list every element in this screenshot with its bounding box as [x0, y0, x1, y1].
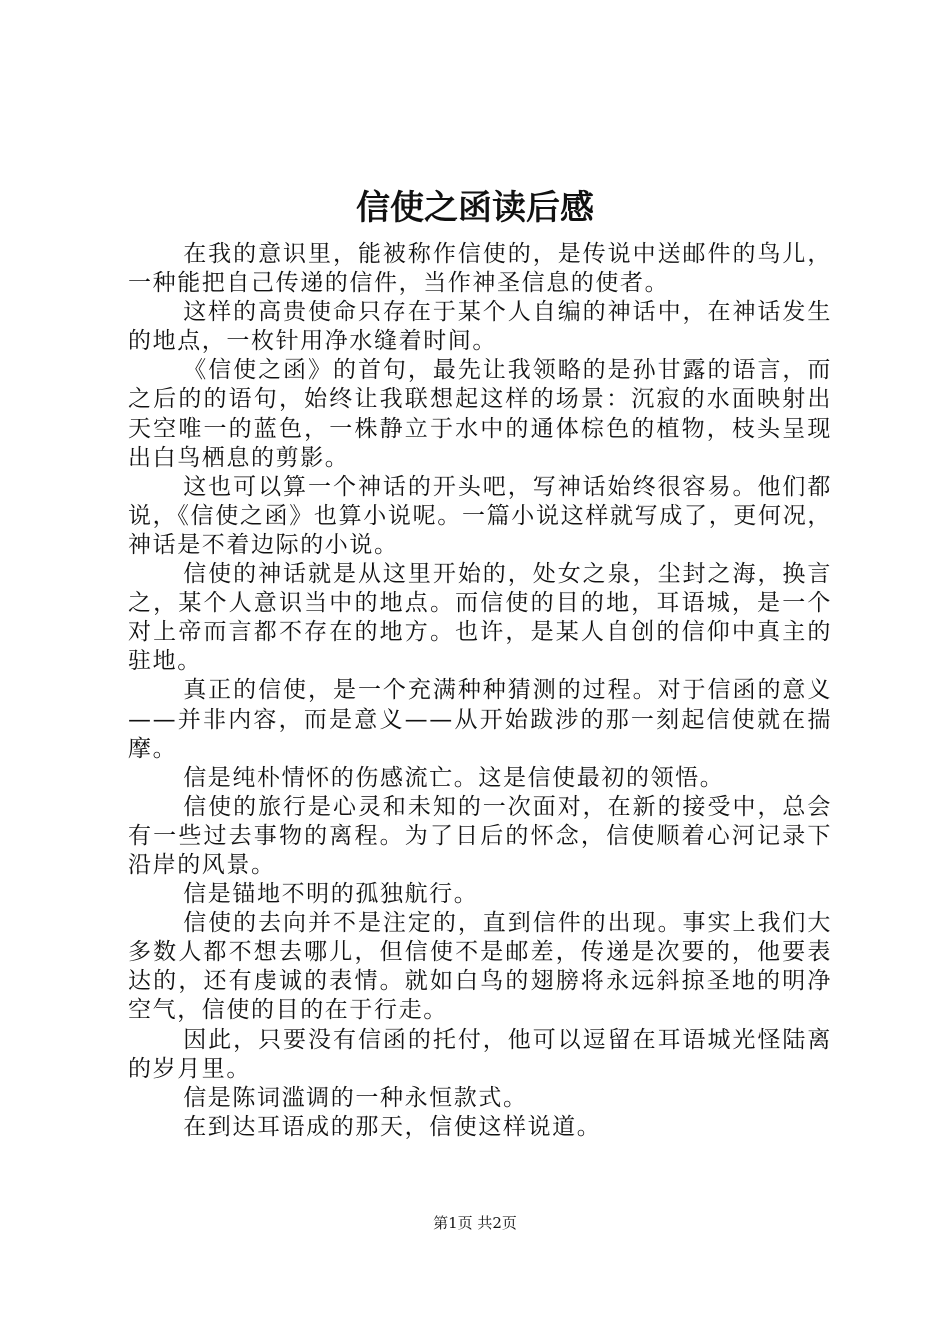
paragraph: 信使的去向并不是注定的，直到信件的出现。事实上我们大多数人都不想去哪儿，但信使不是邮差，传递是次要的，他要表达的，还有虔诚的表情。就如白鸟的翅膀将永远斜掠圣地的明净空气，信使的目的在于行走。	[128, 910, 832, 1024]
paragraph: 在我的意识里，能被称作信使的，是传说中送邮件的鸟儿，一种能把自己传递的信件，当作神圣信息的使者。	[128, 241, 832, 297]
paragraph: 信是锚地不明的孤独航行。	[183, 881, 479, 908]
paragraph: 《信使之函》的首句，最先让我领略的是孙甘露的语言，而之后的的语句，始终让我联想起这样的场景：沉寂的水面映射出天空唯一的蓝色，一株静立于水中的通体棕色的植物，枝头呈现出白鸟栖息的剪影。	[128, 357, 832, 471]
paragraph: 因此，只要没有信函的托付，他可以逗留在耳语城光怪陆离的岁月里。	[128, 1026, 832, 1082]
paragraph: 这样的高贵使命只存在于某个人自编的神话中，在神话发生的地点，一枚针用净水缝着时间。	[128, 299, 832, 355]
paragraph: 信是纯朴情怀的伤感流亡。这是信使最初的领悟。	[183, 764, 725, 791]
paragraph: 真正的信使，是一个充满种种猜测的过程。对于信函的意义——并非内容，而是意义——从开始跋涉的那一刻起信使就在揣摩。	[128, 677, 832, 762]
document-title: 信使之函读后感	[356, 188, 594, 228]
paragraph: 信是陈词滥调的一种永恒款式。	[183, 1084, 528, 1111]
page-number-footer: 第1页 共2页	[433, 1214, 517, 1232]
paragraph: 信使的旅行是心灵和未知的一次面对，在新的接受中，总会有一些过去事物的离程。为了日后的怀念，信使顺着心河记录下沿岸的风景。	[128, 793, 832, 878]
paragraph: 在到达耳语成的那天，信使这样说道。	[183, 1113, 602, 1140]
paragraph: 这也可以算一个神话的开头吧，写神话始终很容易。他们都说，《信使之函》也算小说呢。一篇小说这样就写成了，更何况，神话是不着边际的小说。	[128, 473, 832, 558]
paragraph: 信使的神话就是从这里开始的，处女之泉，尘封之海，换言之，某个人意识当中的地点。而信使的目的地，耳语城，是一个对上帝而言都不存在的地方。也许，是某人自创的信仰中真主的驻地。	[128, 561, 832, 675]
document-body	[128, 240, 832, 1142]
